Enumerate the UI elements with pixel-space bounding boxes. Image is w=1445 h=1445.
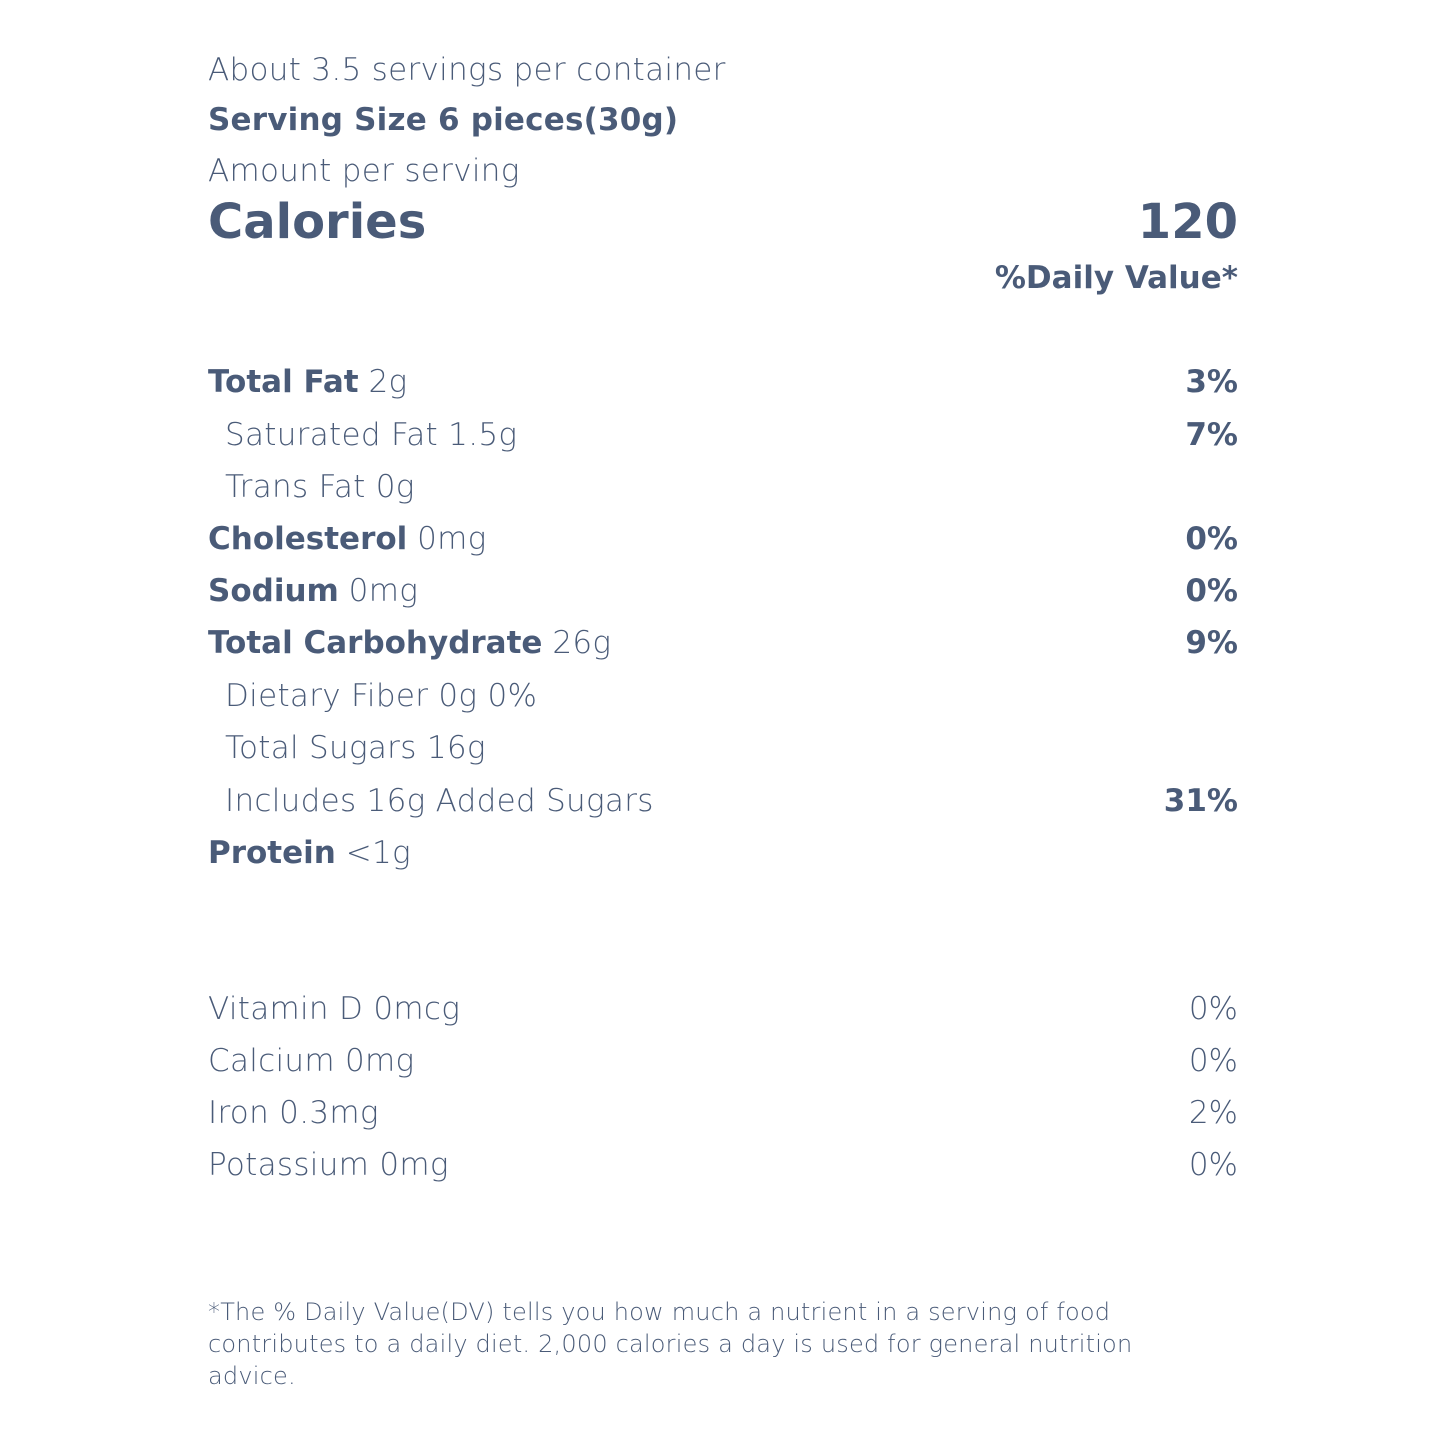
nutrient-row-trans-fat [208, 469, 1238, 509]
nutrient-name: Trans Fat 0g [225, 469, 415, 505]
nutrient-amount: <1g [345, 835, 411, 871]
vitamin-dv: 0% [1188, 1147, 1238, 1183]
nutrient-row-added-sugars [208, 783, 1238, 823]
nutrient-dv: 9% [1185, 625, 1238, 661]
calories-label: Calories [208, 194, 427, 250]
nutrient-row-protein [208, 835, 1238, 875]
vitamin-row-potassium [208, 1147, 1238, 1187]
vitamin-label: Vitamin D 0mcg [208, 991, 461, 1027]
nutrient-dv: 3% [1185, 364, 1238, 400]
nutrient-name: Total Carbohydrate [208, 625, 543, 661]
nutrient-row-total-carbohydrate [208, 625, 1238, 665]
nutrient-row-saturated-fat [208, 417, 1238, 457]
nutrient-row-dietary-fiber [208, 678, 1238, 718]
nutrient-dv: 31% [1163, 783, 1238, 819]
nutrient-dv: 0% [1185, 521, 1238, 557]
nutrient-name: Includes 16g Added Sugars [225, 783, 654, 819]
nutrient-name: Cholesterol [208, 521, 408, 557]
daily-value-header: %Daily Value* [994, 260, 1238, 296]
nutrient-name: Saturated Fat 1.5g [225, 417, 518, 453]
nutrient-amount: 0mg [417, 521, 487, 557]
nutrient-name: Dietary Fiber 0g 0% [225, 678, 538, 714]
daily-value-footnote: *The % Daily Value(DV) tells you how much a nutrient in a serving of food contributes to a daily diet. 2,000 calories a day is used for general nutrition advice. [208, 1298, 1133, 1390]
nutrient-dv: 0% [1185, 573, 1238, 609]
vitamin-dv: 2% [1188, 1095, 1238, 1131]
nutrient-amount: 2g [368, 364, 408, 400]
vitamin-row-vitamin-d [208, 991, 1238, 1031]
nutrient-row-total-fat [208, 364, 1238, 404]
nutrient-amount: 26g [552, 625, 612, 661]
servings-per-container: About 3.5 servings per container [208, 52, 726, 88]
vitamin-label: Iron 0.3mg [208, 1095, 379, 1131]
nutrient-amount: 0mg [348, 573, 419, 609]
nutrient-name: Total Sugars 16g [225, 730, 486, 766]
calories-value: 120 [1137, 194, 1238, 250]
serving-size: Serving Size 6 pieces(30g) [208, 102, 679, 138]
vitamin-row-iron [208, 1095, 1238, 1135]
vitamin-row-calcium [208, 1043, 1238, 1083]
nutrient-name: Protein [208, 835, 336, 871]
vitamin-label: Potassium 0mg [208, 1147, 449, 1183]
amount-per-serving: Amount per serving [208, 153, 520, 189]
nutrient-row-total-sugars [208, 730, 1238, 770]
vitamin-label: Calcium 0mg [208, 1043, 415, 1079]
calories-row [208, 194, 1238, 254]
vitamin-dv: 0% [1188, 991, 1238, 1027]
nutrient-dv: 7% [1185, 417, 1238, 453]
nutrient-name: Sodium [208, 573, 339, 609]
nutrient-name: Total Fat [208, 364, 359, 400]
vitamin-dv: 0% [1188, 1043, 1238, 1079]
nutrient-row-sodium [208, 573, 1238, 613]
nutrient-row-cholesterol [208, 521, 1238, 561]
